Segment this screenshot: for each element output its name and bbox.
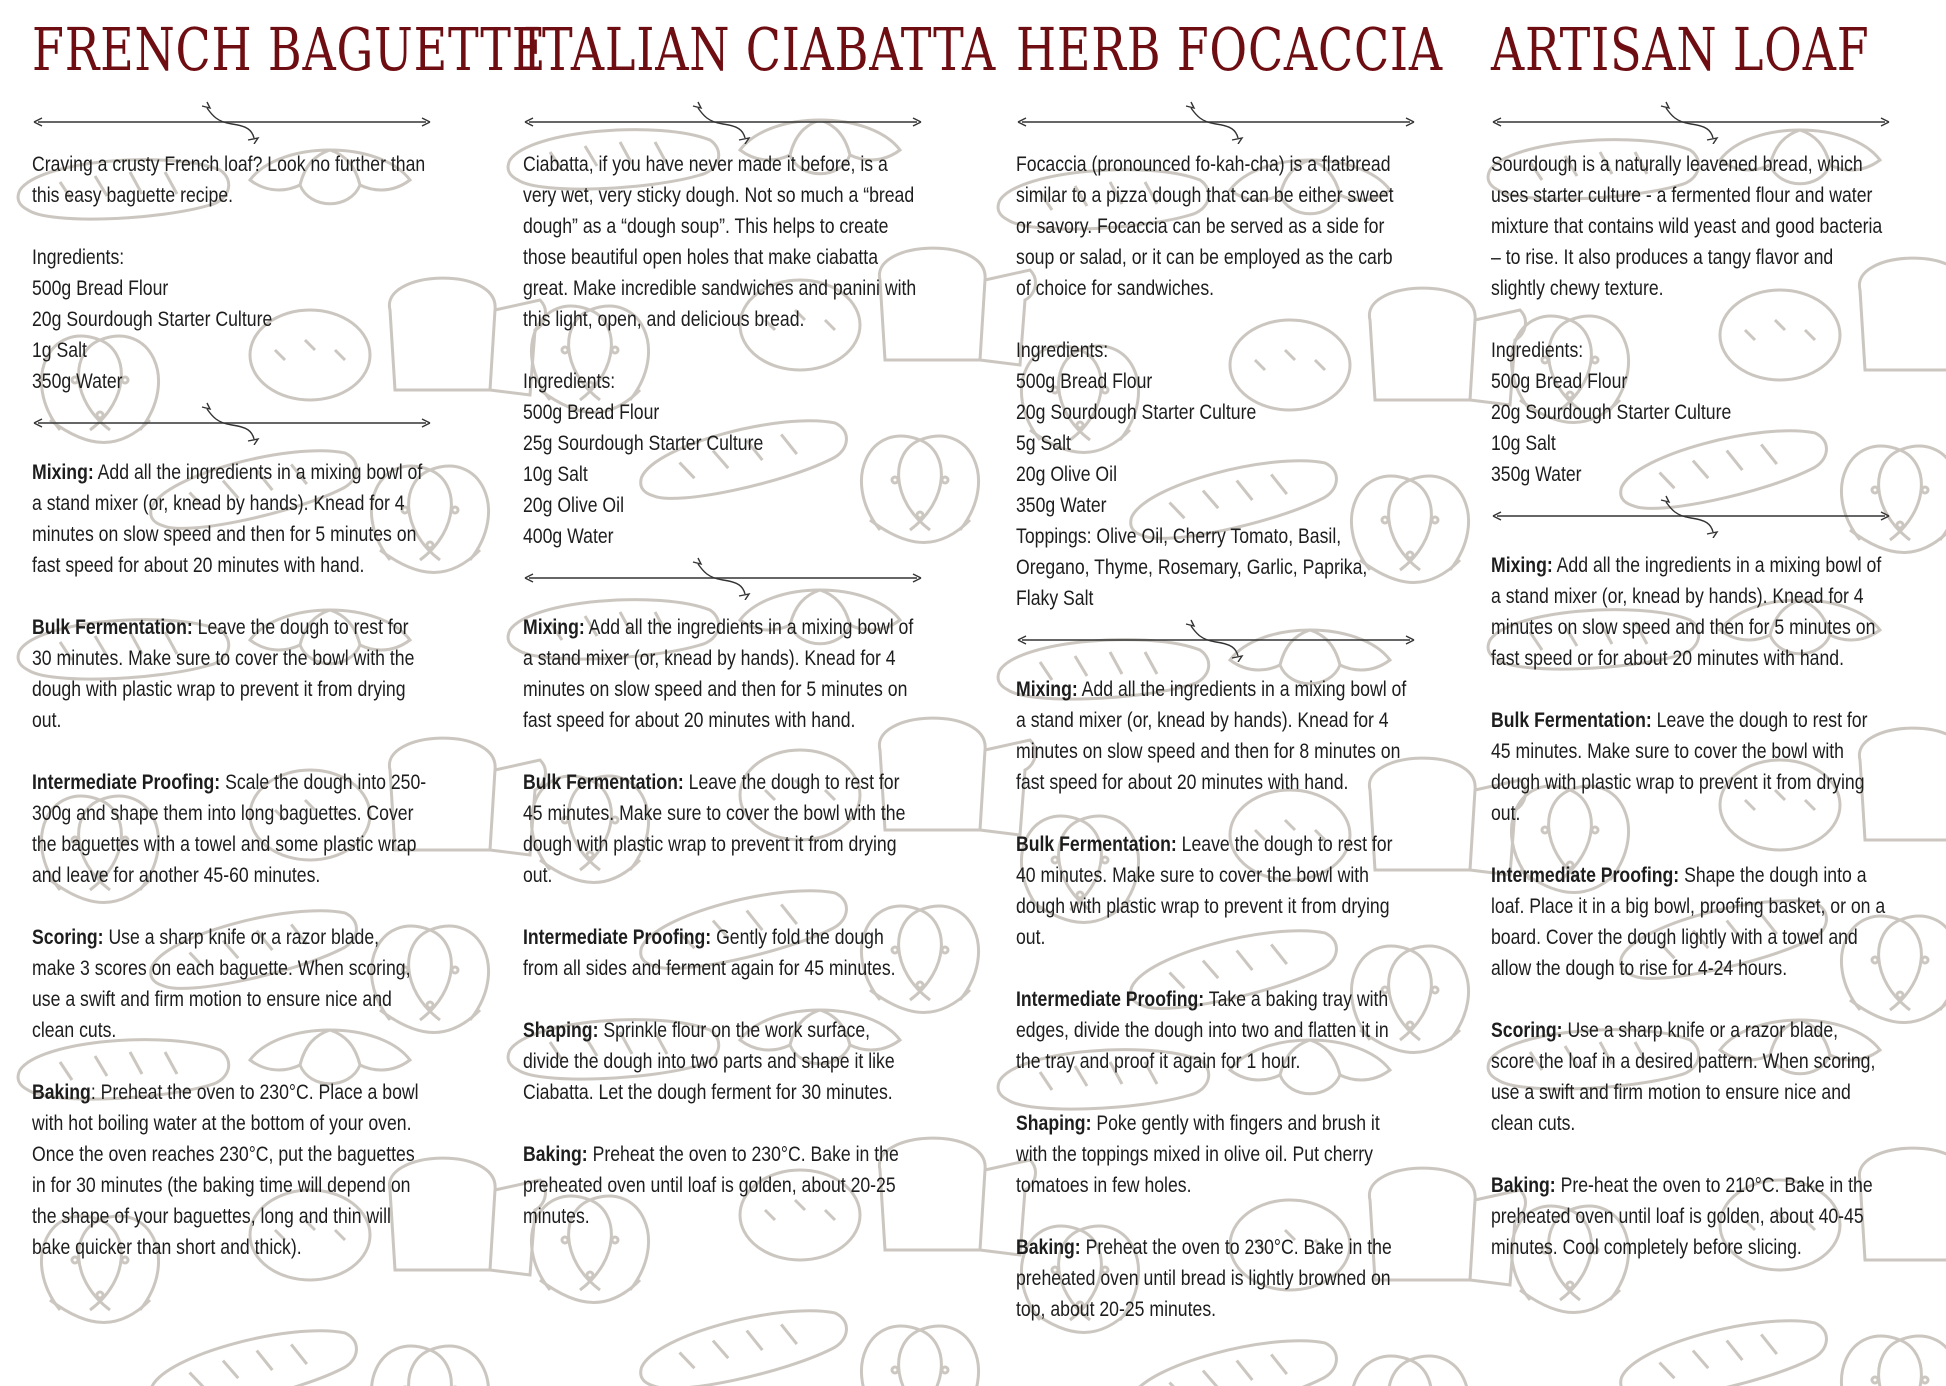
step-shaping	[1016, 1108, 1411, 1201]
step-text: Add all the ingredients in a mixing bowl of a stand mixer (or, knead by hands). Knead for 4 minutes on slow speed and then for 5 minutes on fast speed for about 20 minutes with hand.	[523, 616, 914, 732]
step-mixing	[32, 457, 427, 581]
step-intermediate-proofing	[523, 922, 918, 984]
ingredients-list	[1016, 335, 1411, 614]
ingredient-item: 10g Salt	[523, 463, 588, 486]
step-text: Take a baking tray with edges, divide the dough into two and flatten it in the tray and proof it again for 1 hour.	[1016, 988, 1389, 1073]
step-text: Preheat the oven to 230°C. Bake in the preheated oven until bread is lightly browned on top, about 20-25 minutes.	[1016, 1236, 1392, 1321]
step-label: Bulk Fermentation:	[1491, 709, 1652, 732]
step-text: Use a sharp knife or a razor blade, make 3 scores on each baguette. When scoring, use a swift and firm motion to ensure nice and clean cuts.	[32, 926, 411, 1042]
step-text: Leave the dough to rest for 30 minutes. Make sure to cover the bowl with the dough with plastic wrap to prevent it from drying out.	[32, 616, 415, 732]
step-label: Mixing:	[1491, 554, 1553, 577]
recipe-body	[523, 149, 918, 552]
step-scoring	[1491, 1015, 1886, 1139]
step-label: Baking	[32, 1081, 91, 1104]
divider-ornament	[1491, 100, 1891, 144]
divider-ornament	[32, 100, 432, 144]
step-text: Poke gently with fingers and brush it with the toppings mixed in olive oil. Put cherry tomatoes in few holes.	[1016, 1112, 1380, 1197]
step-text: Use a sharp knife or a razor blade, score the loaf in a desired pattern. When scoring, use a swift and firm motion to ensure nice and clean cuts.	[1491, 1019, 1876, 1135]
ingredient-item: 500g Bread Flour	[1491, 370, 1628, 393]
step-text: Leave the dough to rest for 40 minutes. Make sure to cover the bowl with dough with plastic wrap to prevent it from drying out.	[1016, 833, 1393, 949]
recipe-steps	[32, 457, 427, 1263]
step-label: Baking:	[1016, 1236, 1081, 1259]
step-intermediate-proofing	[32, 767, 427, 891]
step-text: : Preheat the oven to 230°C. Place a bowl with hot boiling water at the bottom of your oven. Once the oven reaches 230°C, put the baguettes in for 30 minutes (the baking time will depend on the shape of your baguettes, long and thin will bake quicker than short and thick).	[32, 1081, 419, 1259]
step-label: Intermediate Proofing:	[32, 771, 221, 794]
step-mixing	[1491, 550, 1886, 674]
recipe-column-artisan-loaf	[1491, 0, 1911, 1263]
recipe-column-italian-ciabatta	[523, 0, 997, 1232]
recipe-steps	[523, 612, 918, 1232]
step-label: Baking:	[523, 1143, 588, 1166]
ingredient-item: 350g Water	[1491, 463, 1582, 486]
ingredients-list	[523, 366, 918, 552]
ingredient-item: 20g Olive Oil	[523, 494, 624, 517]
recipe-title: FRENCH BAGUETTE	[32, 15, 547, 84]
ingredient-item: 25g Sourdough Starter Culture	[523, 432, 764, 455]
step-mixing	[523, 612, 918, 736]
step-label: Intermediate Proofing:	[523, 926, 712, 949]
recipe-body	[1016, 149, 1411, 614]
ingredients-list	[1491, 335, 1886, 490]
ingredient-item: 400g Water	[523, 525, 614, 548]
step-text: Gently fold the dough from all sides and ferment again for 45 minutes.	[523, 926, 896, 980]
step-text: Add all the ingredients in a mixing bowl of a stand mixer (or, knead by hands). Knead for 4 minutes on slow speed and then for 8 minutes on fast speed for about 20 minutes with hand.	[1016, 678, 1407, 794]
ingredient-item: Toppings: Olive Oil, Cherry Tomato, Basil, Oregano, Thyme, Rosemary, Garlic, Paprika, Flaky Salt	[1016, 525, 1368, 610]
ingredient-item: 1g Salt	[32, 339, 87, 362]
recipe-column-french-baguette	[32, 0, 547, 1263]
step-bulk-fermentation	[1491, 705, 1886, 829]
step-bulk-fermentation	[523, 767, 918, 891]
step-label: Baking:	[1491, 1174, 1556, 1197]
ingredient-item: 20g Sourdough Starter Culture	[32, 308, 273, 331]
step-baking	[32, 1077, 427, 1263]
step-label: Bulk Fermentation:	[1016, 833, 1177, 856]
step-baking	[1491, 1170, 1886, 1263]
step-text: Leave the dough to rest for 45 minutes. Make sure to cover the bowl with dough with plastic wrap to prevent it from drying out.	[1491, 709, 1868, 825]
ingredients-list	[32, 242, 427, 397]
recipe-body	[32, 149, 427, 397]
step-text: Sprinkle flour on the work surface, divide the dough into two parts and shape it like Ciabatta. Let the dough ferment for 30 minutes.	[523, 1019, 895, 1104]
step-label: Mixing:	[523, 616, 585, 639]
step-label: Mixing:	[32, 461, 94, 484]
recipe-title: ITALIAN CIABATTA	[523, 15, 997, 84]
divider-ornament	[1016, 100, 1416, 144]
step-label: Bulk Fermentation:	[32, 616, 193, 639]
recipe-intro: Focaccia (pronounced fo-kah-cha) is a flatbread similar to a pizza dough that can be either sweet or savory. Focaccia can be served as a side for soup or salad, or it can be employed as the carb of choice for sandwiches.	[1016, 153, 1394, 300]
step-label: Scoring:	[1491, 1019, 1563, 1042]
step-bulk-fermentation	[1016, 829, 1411, 953]
ingredient-item: 20g Sourdough Starter Culture	[1016, 401, 1257, 424]
ingredient-item: 20g Sourdough Starter Culture	[1491, 401, 1732, 424]
recipe-body	[1491, 149, 1886, 490]
recipe-steps	[1016, 674, 1411, 1325]
step-label: Intermediate Proofing:	[1016, 988, 1205, 1011]
step-bulk-fermentation	[32, 612, 427, 736]
step-label: Shaping:	[523, 1019, 599, 1042]
divider-ornament	[32, 401, 432, 445]
step-baking	[523, 1139, 918, 1232]
ingredient-item: 5g Salt	[1016, 432, 1071, 455]
step-intermediate-proofing	[1491, 860, 1886, 984]
step-text: Add all the ingredients in a mixing bowl of a stand mixer (or, knead by hands). Knead for 4 minutes on slow speed and then for 5 minutes on fast speed or for about 20 minutes with hand.	[1491, 554, 1882, 670]
step-label: Scoring:	[32, 926, 104, 949]
step-label: Shaping:	[1016, 1112, 1092, 1135]
recipe-column-herb-focaccia	[1016, 0, 1443, 1325]
ingredients-label: Ingredients:	[523, 370, 616, 393]
ingredients-label: Ingredients:	[32, 246, 125, 269]
step-mixing	[1016, 674, 1411, 798]
divider-ornament	[523, 556, 923, 600]
step-label: Bulk Fermentation:	[523, 771, 684, 794]
ingredient-item: 350g Water	[32, 370, 123, 393]
divider-ornament	[523, 100, 923, 144]
divider-ornament	[1491, 494, 1891, 538]
ingredients-label: Ingredients:	[1016, 339, 1109, 362]
ingredients-label: Ingredients:	[1491, 339, 1584, 362]
step-shaping	[523, 1015, 918, 1108]
recipe-intro: Sourdough is a naturally leavened bread, which uses starter culture - a fermented flour and water mixture that contains wild yeast and good bacteria – to rise. It also produces a tangy flavor and slightly chewy texture.	[1491, 153, 1883, 300]
step-text: Scale the dough into 250-300g and shape them into long baguettes. Cover the baguettes with a towel and some plastic wrap and leave for another 45-60 minutes.	[32, 771, 427, 887]
recipe-intro: Ciabatta, if you have never made it before, is a very wet, very sticky dough. Not so much a “bread dough” as a “dough soup”. This helps to create those beautiful open holes that make ciabatta great. Make incredible sandwiches and panini with this light, open, and delicious bread.	[523, 153, 917, 331]
step-text: Leave the dough to rest for 45 minutes. Make sure to cover the bowl with the dough with plastic wrap to prevent it from drying out.	[523, 771, 906, 887]
divider-ornament	[1016, 618, 1416, 662]
step-text: Shape the dough into a loaf. Place it in a big bowl, proofing basket, or on a board. Cover the dough lightly with a towel and allow the dough to rise for 4-24 hours.	[1491, 864, 1886, 980]
ingredient-item: 350g Water	[1016, 494, 1107, 517]
ingredient-item: 500g Bread Flour	[1016, 370, 1153, 393]
step-text: Pre-heat the oven to 210°C. Bake in the preheated oven until loaf is golden, about 40-45 minutes. Cool completely before slicing.	[1491, 1174, 1873, 1259]
step-label: Intermediate Proofing:	[1491, 864, 1680, 887]
step-text: Add all the ingredients in a mixing bowl of a stand mixer (or, knead by hands). Knead for 4 minutes on slow speed and then for 5 minutes on fast speed for about 20 minutes with hand.	[32, 461, 423, 577]
step-text: Preheat the oven to 230°C. Bake in the preheated oven until loaf is golden, about 20-25 minutes.	[523, 1143, 899, 1228]
step-baking	[1016, 1232, 1411, 1325]
recipe-title: ARTISAN LOAF	[1491, 15, 1870, 84]
ingredient-item: 20g Olive Oil	[1016, 463, 1117, 486]
step-intermediate-proofing	[1016, 984, 1411, 1077]
ingredient-item: 500g Bread Flour	[523, 401, 660, 424]
ingredient-item: 500g Bread Flour	[32, 277, 169, 300]
step-label: Mixing:	[1016, 678, 1078, 701]
recipe-intro: Craving a crusty French loaf? Look no further than this easy baguette recipe.	[32, 153, 426, 207]
step-scoring	[32, 922, 427, 1046]
recipe-steps	[1491, 550, 1886, 1263]
recipe-title: HERB FOCACCIA	[1016, 15, 1443, 84]
ingredient-item: 10g Salt	[1491, 432, 1556, 455]
